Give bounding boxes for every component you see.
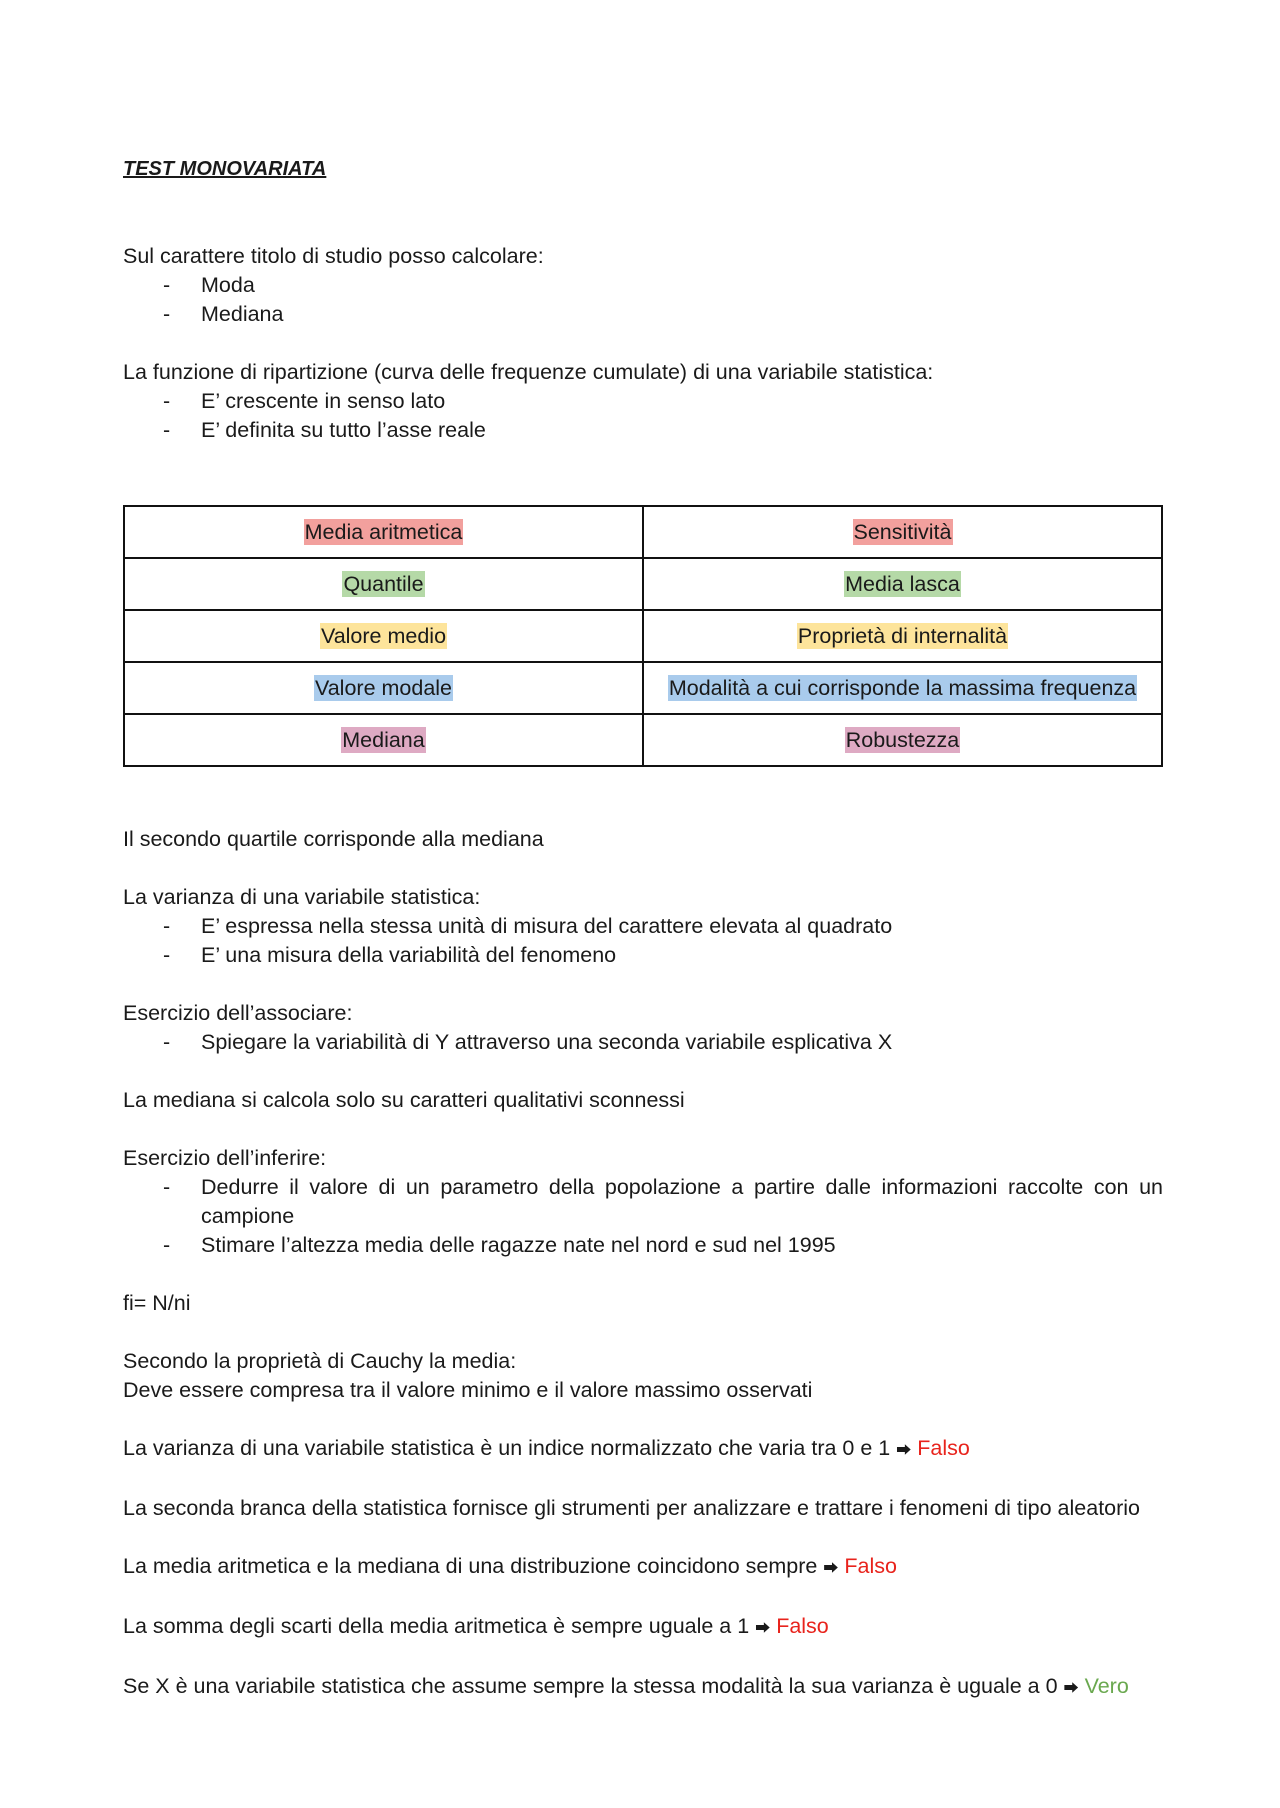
question-text: La varianza di una variabile statistica:	[123, 885, 481, 909]
highlighted-term: Valore modale	[314, 675, 453, 700]
table-row	[124, 506, 1162, 558]
table-cell	[124, 558, 643, 610]
true-false-statement	[123, 1612, 1163, 1643]
answer-false: Falso	[917, 1436, 970, 1460]
true-false-statement	[123, 1552, 1163, 1583]
table-cell	[643, 662, 1162, 714]
arrow-right-icon: ⮕	[823, 1560, 839, 1577]
formula-text: fi= N/ni	[123, 1291, 191, 1315]
question-text: La funzione di ripartizione (curva delle frequenze cumulate) di una variabile statistica:	[123, 360, 934, 384]
statement-text: La mediana si calcola solo su caratteri qualitativi sconnessi	[123, 1088, 685, 1112]
answer-list	[123, 912, 1163, 970]
table-cell	[643, 610, 1162, 662]
page-title: TEST MONOVARIATA	[123, 158, 327, 180]
true-false-statement	[123, 1672, 1163, 1703]
highlighted-term: Proprietà di internalità	[797, 623, 1008, 648]
table-row	[124, 558, 1162, 610]
answer-list	[123, 1173, 1163, 1260]
table-cell	[124, 662, 643, 714]
list-item: - E’ definita su tutto l’asse reale	[123, 416, 1163, 445]
answer-false: Falso	[776, 1614, 829, 1638]
highlighted-term: Media aritmetica	[304, 519, 463, 544]
highlighted-term: Robustezza	[845, 727, 960, 752]
list-item: - Spiegare la variabilità di Y attraverso una seconda variabile esplicativa X	[123, 1028, 1163, 1057]
question-text: Sul carattere titolo di studio posso calcolare:	[123, 244, 544, 268]
statement-text: La somma degli scarti della media aritmetica è sempre uguale a 1	[123, 1614, 750, 1638]
arrow-right-icon: ⮕	[755, 1620, 771, 1637]
answer-text: Deve essere compresa tra il valore minimo e il valore massimo osservati	[123, 1378, 813, 1402]
list-item: - E’ crescente in senso lato	[123, 387, 1163, 416]
answer-list	[123, 1028, 1163, 1057]
list-item: - E’ una misura della variabilità del fenomeno	[123, 941, 1163, 970]
list-item: - E’ espressa nella stessa unità di misura del carattere elevata al quadrato	[123, 912, 1163, 941]
table-row	[124, 662, 1162, 714]
statement-text: La seconda branca della statistica fornisce gli strumenti per analizzare e trattare i fenomeni di tipo aleatorio	[123, 1496, 1141, 1520]
list-item: - Moda	[123, 271, 1163, 300]
statement-text: Se X è una variabile statistica che assume sempre la stessa modalità la sua varianza è uguale a 0	[123, 1674, 1058, 1698]
table-row	[124, 714, 1162, 766]
question-text: Esercizio dell’associare:	[123, 1001, 353, 1025]
answer-list	[123, 387, 1163, 445]
table-cell	[124, 506, 643, 558]
table-row	[124, 610, 1162, 662]
highlighted-term: Sensitività	[853, 519, 952, 544]
statement-text: Il secondo quartile corrisponde alla mediana	[123, 827, 544, 851]
statement-text: La varianza di una variabile statistica è un indice normalizzato che varia tra 0 e 1	[123, 1436, 891, 1460]
highlighted-term: Mediana	[342, 727, 425, 752]
statement-text: La media aritmetica e la mediana di una distribuzione coincidono sempre	[123, 1554, 818, 1578]
list-item: - Stimare l’altezza media delle ragazze nate nel nord e sud nel 1995	[123, 1231, 1163, 1260]
question-text: Secondo la proprietà di Cauchy la media:	[123, 1349, 517, 1373]
table-cell	[643, 714, 1162, 766]
list-item: - Dedurre il valore di un parametro della popolazione a partire dalle informazioni raccolte con un campione	[123, 1173, 1163, 1231]
arrow-right-icon: ⮕	[1063, 1680, 1079, 1697]
arrow-right-icon: ⮕	[896, 1442, 912, 1459]
true-false-statement	[123, 1434, 1163, 1465]
question-text: Esercizio dell’inferire:	[123, 1146, 327, 1170]
table-cell	[643, 558, 1162, 610]
table-cell	[124, 610, 643, 662]
matching-table	[123, 505, 1163, 767]
highlighted-term: Modalità a cui corrisponde la massima frequenza	[668, 675, 1137, 700]
answer-true: Vero	[1084, 1674, 1129, 1698]
highlighted-term: Quantile	[343, 571, 424, 596]
highlighted-term: Media lasca	[845, 571, 960, 596]
list-item: - Mediana	[123, 300, 1163, 329]
table-cell	[643, 506, 1162, 558]
answer-list	[123, 271, 1163, 329]
highlighted-term: Valore medio	[320, 623, 447, 648]
table-cell	[124, 714, 643, 766]
document-body	[123, 155, 1163, 1703]
answer-false: Falso	[844, 1554, 897, 1578]
